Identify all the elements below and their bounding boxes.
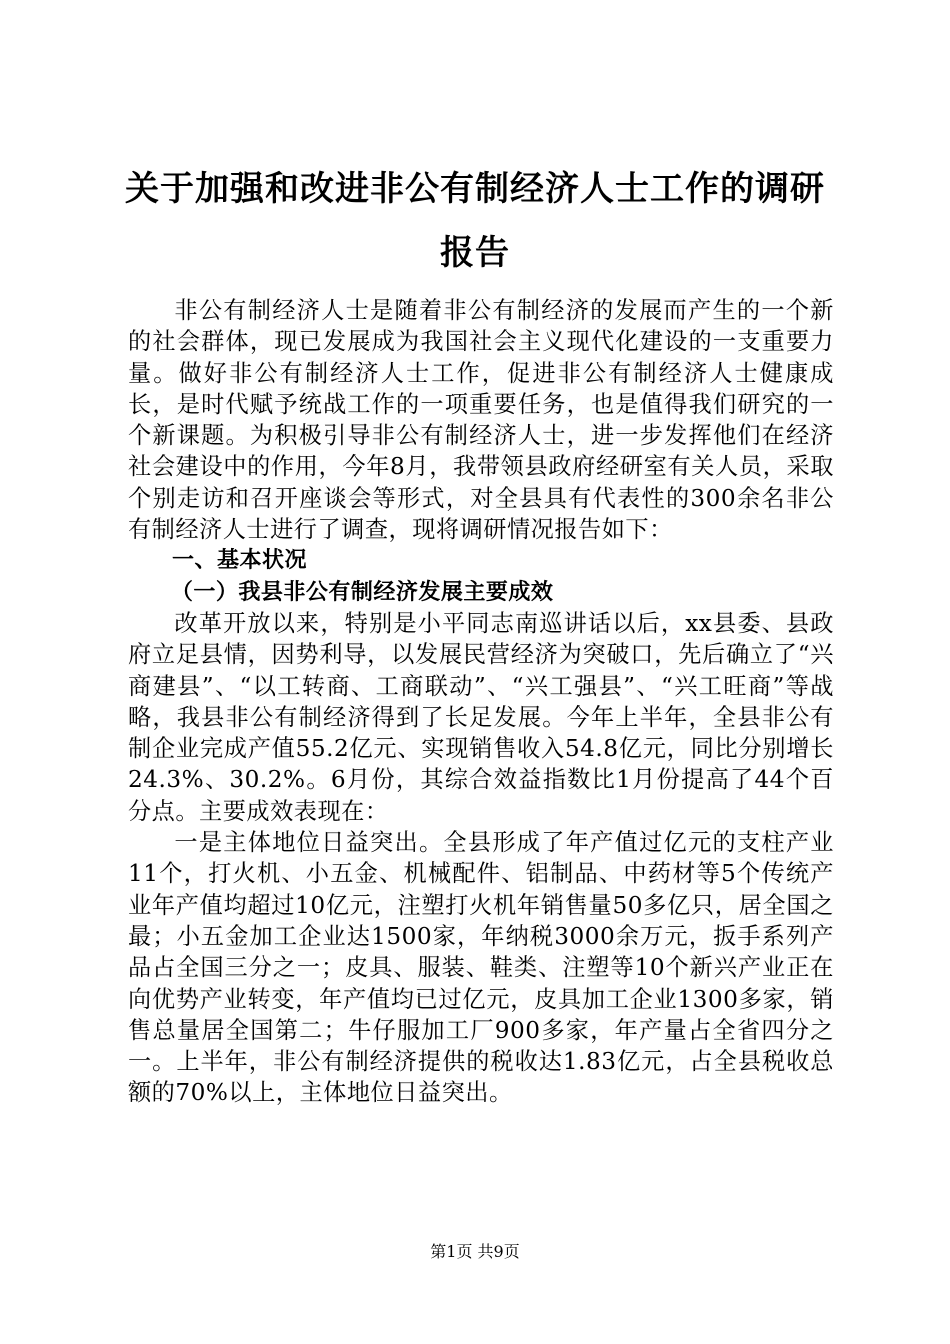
paragraph-achievements: 改革开放以来，特别是小平同志南巡讲话以后，xx县委、县政府立足县情，因势利导，以发展民营经济为突破口，先后确立了“兴商建县”、“以工转商、工商联动”、“兴工强县”、“兴工旺商”等战略，我县非公有制经济得到了长足发展。今年上半年，全县非公有制企业完成产值55.2亿元、实现销售收入54.8亿元，同比分别增长24.3%、30.2%。6月份，其综合效益指数比1月份提高了44个百分点。主要成效表现在：	[128, 609, 834, 825]
document-body	[128, 295, 834, 1109]
subsection-heading: （一）我县非公有制经济发展主要成效	[170, 579, 554, 605]
paragraph-intro: 非公有制经济人士是随着非公有制经济的发展而产生的一个新的社会群体，现已发展成为我国社会主义现代化建设的一支重要力量。做好非公有制经济人士工作，促进非公有制经济人士健康成长，是时代赋予统战工作的一项重要任务，也是值得我们研究的一个新课题。为积极引导非公有制经济人士，进一步发挥他们在经济社会建设中的作用，今年8月，我带领县政府经研室有关人员，采取个别走访和召开座谈会等形式，对全县具有代表性的300余名非公有制经济人士进行了调查，现将调研情况报告如下：	[128, 297, 834, 544]
page-footer: 第1页 共9页	[430, 1242, 520, 1261]
paragraph-main-status: 一是主体地位日益突出。全县形成了年产值过亿元的支柱产业11个，打火机、小五金、机械配件、铝制品、中药材等5个传统产业年产值均超过10亿元，注塑打火机年销售量50多亿只，居全国之最；小五金加工企业达1500家，年纳税3000余万元，扳手系列产品占全国三分之一；皮具、服装、鞋类、注塑等10个新兴产业正在向优势产业转变，年产值均已过亿元，皮具加工企业1300多家，销售总量居全国第二；牛仔服加工厂900多家，年产量占全省四分之一。上半年，非公有制经济提供的税收达1.83亿元，占全县税收总额的70%以上，主体地位日益突出。	[128, 829, 834, 1107]
document-title: 关于加强和改进非公有制经济人士工作的调研报告	[125, 169, 825, 273]
section-heading: 一、基本状况	[172, 548, 308, 574]
